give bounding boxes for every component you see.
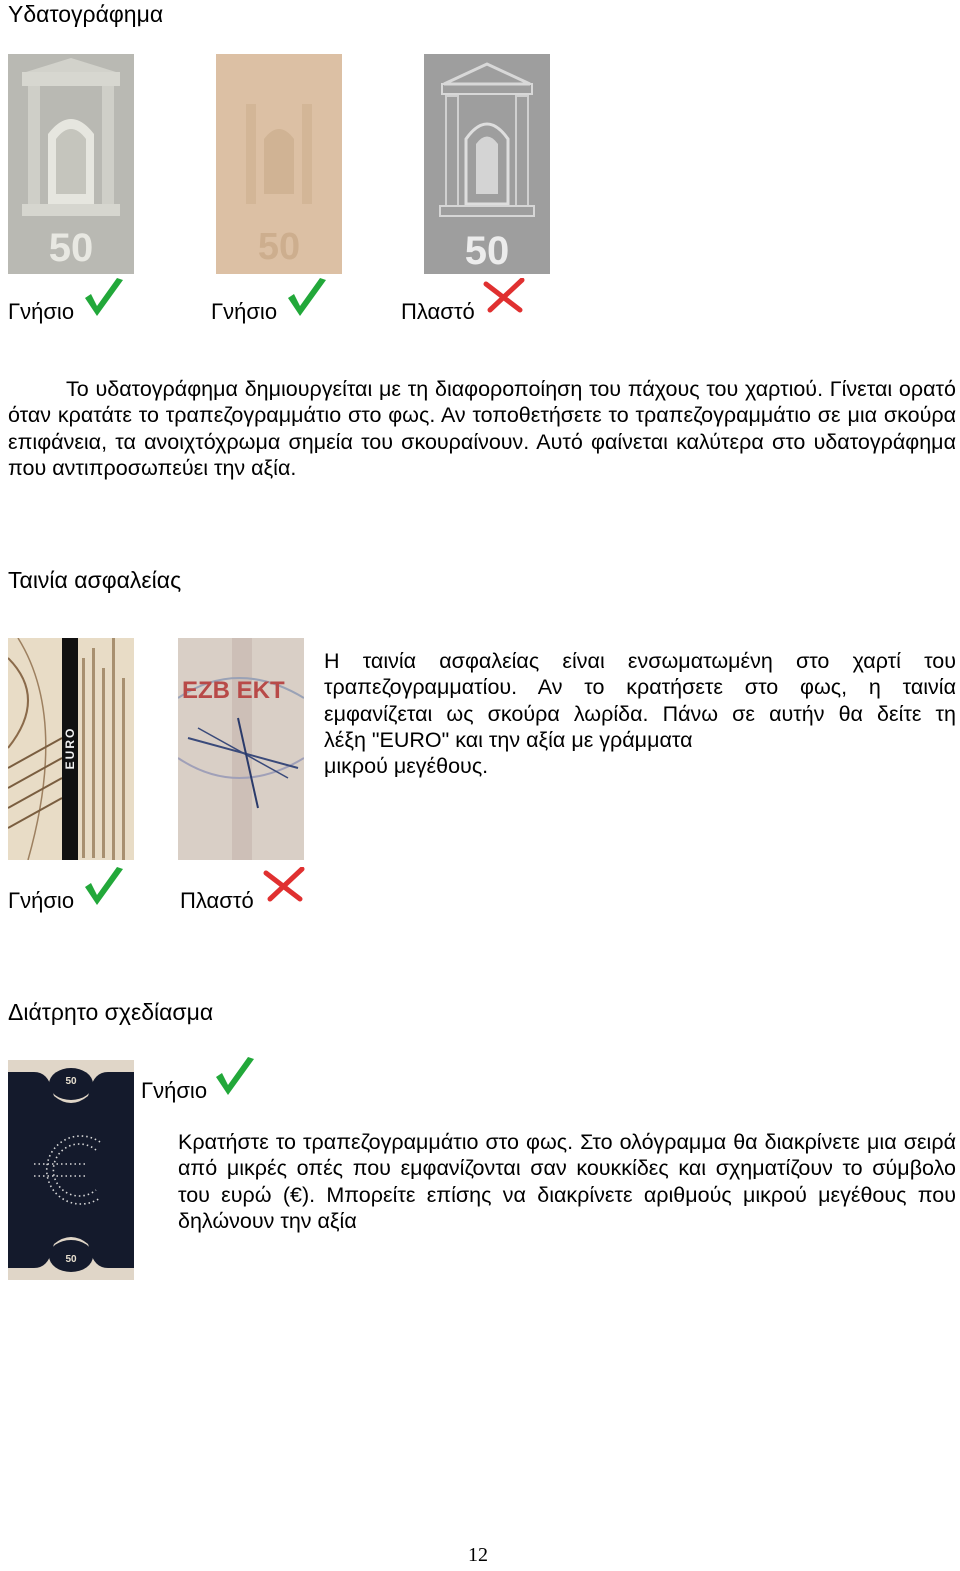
section-heading-perforation: Διάτρητο σχεδίασμα — [8, 999, 214, 1025]
paragraph-line: μικρού μεγέθους. — [324, 754, 489, 779]
checkmark-icon — [212, 1055, 258, 1099]
paragraph-line: εμφανίζεται ως σκούρα λωρίδα. Πάνω σε αυτήν θα δείτε τη — [324, 701, 956, 726]
perforation-paragraph: Κρατήστε το τραπεζογραμμάτιο στο φως. Στο ολόγραμμα θα διακρίνετε μια σειρά από μικρές οπές που εμφανίζονται σαν κουκκίδες και σχηματίζουν το σύμβολο του ευρώ (€). Μπορείτε επίσης να διακρίνετε αριθμούς μικρού μεγέθους που δηλώνουν την αξία — [178, 1130, 956, 1233]
watermark-image-genuine-1 — [8, 54, 134, 274]
watermark-image-counterfeit — [424, 54, 550, 274]
perforation-image — [8, 1060, 134, 1280]
page-number: 12 — [468, 1544, 488, 1566]
cross-icon — [262, 867, 306, 903]
cross-icon — [482, 278, 526, 314]
checkmark-icon — [284, 276, 330, 320]
overprint-text: EZB EKT — [182, 677, 285, 704]
checkmark-icon — [81, 276, 127, 320]
label-genuine-4: Γνήσιο — [141, 1078, 208, 1103]
label-genuine-3: Γνήσιο — [8, 888, 75, 913]
paragraph-line: λέξη "EURO" και την αξία με γράμματα — [324, 727, 693, 752]
label-counterfeit-1: Πλαστό — [401, 299, 475, 324]
section-heading-watermark: Υδατογράφημα — [8, 1, 164, 27]
watermark-paragraph: Το υδατογράφημα δημιουργείται με τη διαφοροποίηση του πάχους του χαρτιού. Γίνεται ορατό όταν κρατάτε το τραπεζογραμμάτιο στο φως. Αν τοποθετήσετε το τραπεζογραμμάτιο σε μια σκούρα επιφάνεια, τα ανοιχτόχρωμα σημεία του σκουραίνουν. Αυτό φαίνεται καλύτερα στο υδατογράφημα που αντιπροσωπεύει την αξία. — [8, 377, 956, 480]
label-genuine-1: Γνήσιο — [8, 299, 75, 324]
security-thread-paragraph — [324, 648, 956, 779]
perforation-bottom-value: 50 — [65, 1254, 77, 1265]
security-thread-image-counterfeit — [178, 638, 304, 860]
thread-text: EURO — [63, 726, 77, 770]
watermark-value-2: 50 — [257, 226, 301, 268]
security-thread-image-genuine — [8, 638, 134, 860]
paragraph-line: Η ταινία ασφαλείας είναι ενσωματωμένη στο χαρτί του — [324, 649, 956, 673]
watermark-value-3: 50 — [464, 229, 510, 273]
checkmark-icon — [81, 865, 127, 909]
label-genuine-2: Γνήσιο — [211, 299, 278, 324]
paragraph-line: τραπεζογραμματίου. Αν το κρατήσετε στο φως, η ταινία — [324, 675, 956, 700]
watermark-value-1: 50 — [48, 226, 94, 270]
perforation-top-value: 50 — [65, 1076, 77, 1087]
watermark-image-genuine-2 — [216, 54, 342, 274]
section-heading-security-thread: Ταινία ασφαλείας — [8, 567, 182, 593]
label-counterfeit-2: Πλαστό — [180, 888, 254, 913]
